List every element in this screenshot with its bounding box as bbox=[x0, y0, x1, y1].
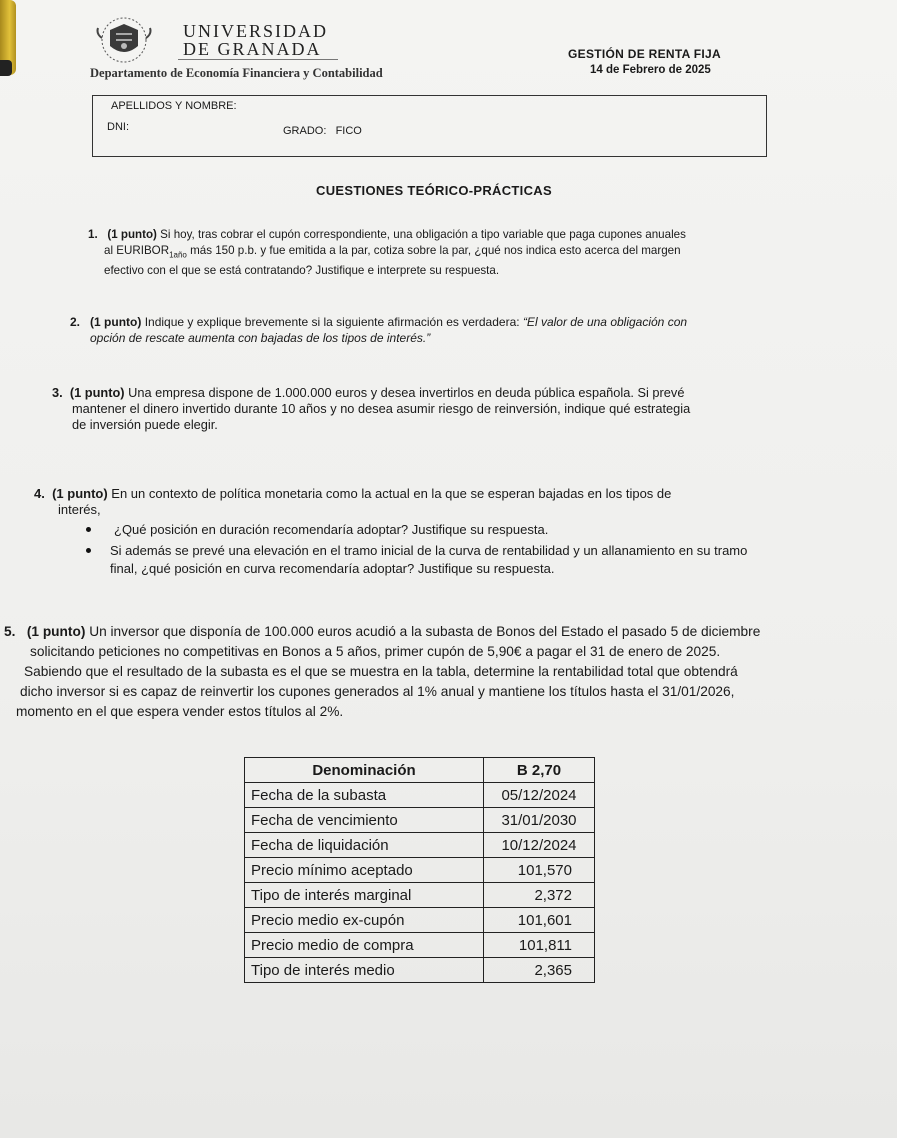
question-1-line-2 bbox=[88, 243, 828, 263]
row-value: 10/12/2024 bbox=[484, 833, 595, 858]
row-label: Precio mínimo aceptado bbox=[245, 858, 484, 883]
department-name: Departamento de Economía Financiera y Contabilidad bbox=[90, 66, 383, 80]
university-crest-icon bbox=[88, 16, 160, 64]
question-1-points: (1 punto) bbox=[107, 228, 157, 241]
student-info-box bbox=[92, 95, 767, 157]
table-header-bond: B 2,70 bbox=[484, 758, 595, 783]
row-label: Fecha de la subasta bbox=[245, 783, 484, 808]
row-label: Precio medio ex-cupón bbox=[245, 908, 484, 933]
row-label: Precio medio de compra bbox=[245, 933, 484, 958]
question-4-text-1: En un contexto de política monetaria como la actual en la que se esperan bajadas en los tipos de bbox=[111, 486, 672, 501]
auction-results-table bbox=[244, 757, 595, 983]
table-row bbox=[245, 908, 595, 933]
pen-tip bbox=[0, 60, 12, 76]
question-3-line-1 bbox=[52, 385, 852, 401]
question-5 bbox=[4, 622, 894, 722]
question-2-points: (1 punto) bbox=[90, 315, 142, 329]
question-2-text: Indique y explique brevemente si la siguiente afirmación es verdadera: bbox=[144, 315, 520, 329]
row-value: 31/01/2030 bbox=[484, 808, 595, 833]
question-3-text-1: Una empresa dispone de 1.000.000 euros y desea invertirlos en deuda pública española. Si prevé bbox=[128, 385, 685, 400]
question-4 bbox=[34, 486, 874, 518]
question-5-number: 5. bbox=[4, 624, 16, 639]
university-line2: DE GRANADA bbox=[183, 39, 322, 59]
exam-date: 14 de Febrero de 2025 bbox=[590, 64, 711, 76]
row-value: 101,570 bbox=[484, 858, 595, 883]
degree-label: GRADO: bbox=[283, 125, 327, 137]
question-4-number: 4. bbox=[34, 486, 45, 501]
table-header-row bbox=[245, 758, 595, 783]
question-1-line-1 bbox=[88, 227, 828, 243]
row-label: Tipo de interés marginal bbox=[245, 883, 484, 908]
degree-field bbox=[283, 125, 362, 137]
question-3 bbox=[52, 385, 852, 433]
table-row bbox=[245, 883, 595, 908]
question-2 bbox=[70, 314, 840, 346]
question-2-quote-2: opción de rescate aumenta con bajadas de los tipos de interés.” bbox=[90, 331, 431, 345]
table-row bbox=[245, 833, 595, 858]
table-row bbox=[245, 933, 595, 958]
course-title: GESTIÓN DE RENTA FIJA bbox=[568, 47, 721, 61]
question-3-number: 3. bbox=[52, 385, 63, 400]
question-5-line-1 bbox=[4, 622, 894, 642]
question-2-number: 2. bbox=[70, 315, 81, 329]
question-5-line-3: Sabiendo que el resultado de la subasta es el que se muestra en la tabla, determine la rentabilidad total que obtendrá bbox=[24, 664, 738, 679]
table-row bbox=[245, 808, 595, 833]
row-value: 101,811 bbox=[484, 933, 595, 958]
university-name bbox=[183, 22, 328, 58]
row-label: Fecha de vencimiento bbox=[245, 808, 484, 833]
question-4-bullet-2 bbox=[110, 542, 870, 578]
question-4-points: (1 punto) bbox=[52, 486, 108, 501]
table-row bbox=[245, 783, 595, 808]
question-5-line-2: solicitando peticiones no competitivas en Bonos a 5 años, primer cupón de 5,90€ a pagar el 31 de enero de 2025. bbox=[30, 644, 721, 659]
table-row bbox=[245, 858, 595, 883]
question-1 bbox=[88, 227, 828, 279]
question-5-line-4: dicho inversor si es capaz de reinvertir los cupones generados al 1% anual y mantiene los títulos hasta el 31/01/2026, bbox=[20, 684, 735, 699]
question-3-points: (1 punto) bbox=[69, 385, 125, 400]
row-value: 05/12/2024 bbox=[484, 783, 595, 808]
degree-value: FICO bbox=[335, 125, 362, 137]
pen bbox=[0, 0, 16, 75]
question-1-line-3: efectivo con el que se está contratando? Justifique e interprete su respuesta. bbox=[104, 264, 500, 278]
row-value: 2,365 bbox=[484, 958, 595, 983]
question-4-bullet-2-line-1: Si además se prevé una elevación en el tramo inicial de la curva de rentabilidad y un allanamiento en su tramo bbox=[110, 543, 748, 558]
question-5-points: (1 punto) bbox=[26, 624, 86, 639]
row-label: Tipo de interés medio bbox=[245, 958, 484, 983]
table-row bbox=[245, 958, 595, 983]
header-rule bbox=[178, 59, 338, 60]
question-3-line-3: de inversión puede elegir. bbox=[72, 417, 218, 432]
table-header-denomination: Denominación bbox=[245, 758, 484, 783]
row-value: 101,601 bbox=[484, 908, 595, 933]
question-2-quote-1: “El valor de una obligación con bbox=[522, 315, 688, 329]
question-1-text-2: al EURIBOR bbox=[104, 244, 170, 257]
section-title: CUESTIONES TEÓRICO-PRÁCTICAS bbox=[316, 183, 552, 198]
bullet-1 bbox=[86, 527, 91, 532]
question-5-text-1: Un inversor que disponía de 100.000 euros acudió a la subasta de Bonos del Estado el pasado 5 de diciembre bbox=[89, 624, 761, 639]
question-1-text-1: Si hoy, tras cobrar el cupón correspondiente, una obligación a tipo variable que paga cupones anuales bbox=[160, 228, 686, 241]
university-line1: UNIVERSIDAD bbox=[183, 21, 328, 41]
row-label: Fecha de liquidación bbox=[245, 833, 484, 858]
question-3-line-2: mantener el dinero invertido durante 10 años y no desea asumir riesgo de reinversión, indique qué estrategia bbox=[72, 401, 691, 416]
question-4-bullet-2-line-2: final, ¿qué posición en curva recomendaría adoptar? Justifique su respuesta. bbox=[110, 561, 555, 576]
name-field-label: APELLIDOS Y NOMBRE: bbox=[111, 100, 237, 112]
question-5-line-5: momento en el que espera vender estos títulos al 2%. bbox=[16, 704, 344, 719]
question-1-text-3: más 150 p.b. y fue emitida a la par, cotiza sobre la par, ¿qué nos indica esto acerca del margen bbox=[190, 244, 681, 257]
dni-field-label: DNI: bbox=[107, 121, 129, 133]
question-1-number: 1. bbox=[88, 228, 98, 241]
question-1-subscript: 1año bbox=[169, 250, 187, 260]
question-4-bullet-1: ¿Qué posición en duración recomendaría adoptar? Justifique su respuesta. bbox=[114, 522, 549, 537]
row-value: 2,372 bbox=[484, 883, 595, 908]
bullet-2 bbox=[86, 548, 91, 553]
question-4-line-2: interés, bbox=[58, 502, 101, 517]
question-2-line-1 bbox=[70, 314, 840, 330]
question-4-line-1 bbox=[34, 486, 874, 502]
